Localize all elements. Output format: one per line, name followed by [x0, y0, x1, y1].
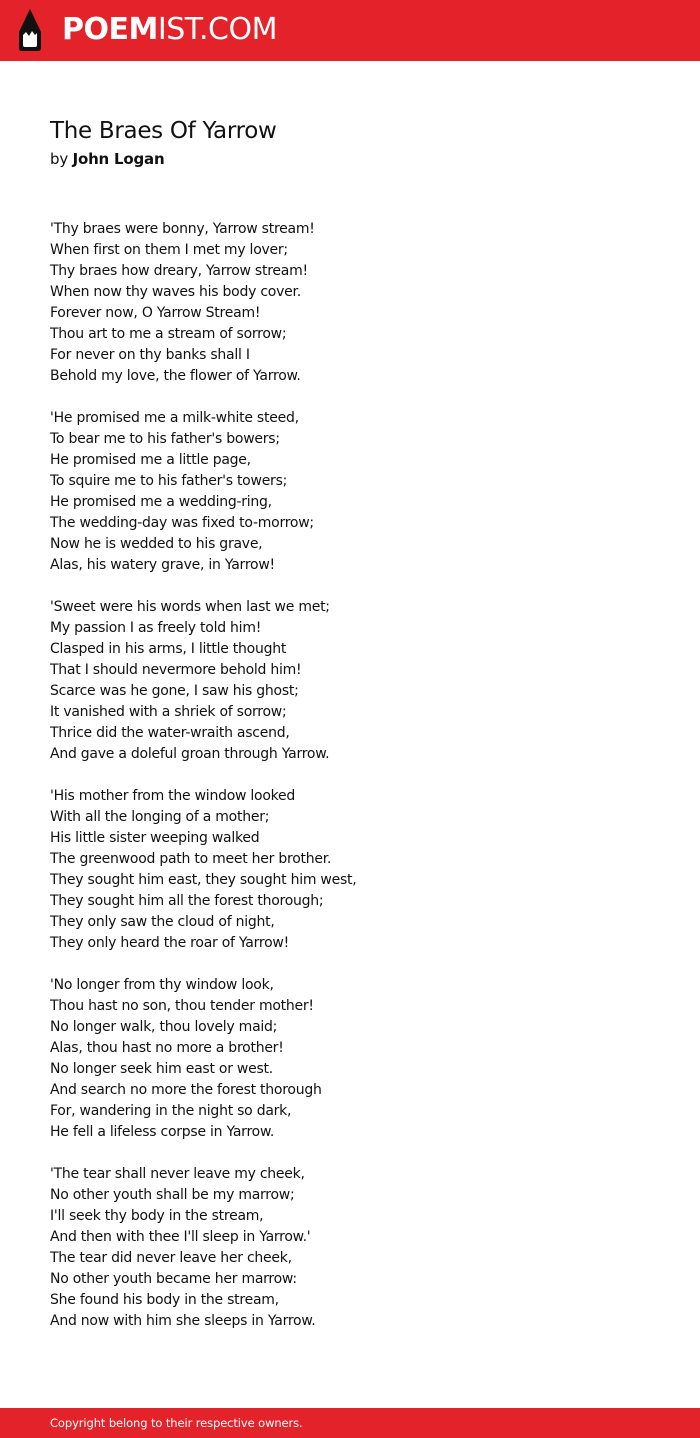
- poem-line: Thy braes how dreary, Yarrow stream!: [50, 263, 308, 279]
- logo-text-bold: POEM: [62, 12, 158, 47]
- poem-line: Now he is wedded to his grave,: [50, 536, 263, 552]
- poem-line: 'Thy braes were bonny, Yarrow stream!: [50, 221, 315, 237]
- poem-line: When first on them I met my lover;: [50, 242, 288, 258]
- stanza: [50, 786, 650, 954]
- stanza: [50, 1164, 650, 1332]
- poem-body: [50, 219, 650, 1353]
- poem-line: And gave a doleful groan through Yarrow.: [50, 746, 330, 762]
- poem-line: Alas, thou hast no more a brother!: [50, 1040, 284, 1056]
- poem-line: And then with thee I'll sleep in Yarrow.': [50, 1229, 311, 1245]
- poem-line: Thou hast no son, thou tender mother!: [50, 998, 314, 1014]
- logo-text-light: IST.COM: [157, 12, 277, 47]
- poem-line: His little sister weeping walked: [50, 830, 260, 846]
- poem-line: No longer seek him east or west.: [50, 1061, 273, 1077]
- poem-line: And now with him she sleeps in Yarrow.: [50, 1313, 316, 1329]
- poem-line: He promised me a wedding-ring,: [50, 494, 272, 510]
- poem-line: Thou art to me a stream of sorrow;: [50, 326, 287, 342]
- site-footer: [0, 1408, 700, 1438]
- poem-title: The Braes Of Yarrow: [50, 118, 277, 144]
- poem-line: They only saw the cloud of night,: [50, 914, 275, 930]
- poem-line: They only heard the roar of Yarrow!: [50, 935, 289, 951]
- poem-line: Behold my love, the flower of Yarrow.: [50, 368, 301, 384]
- poem-line: To bear me to his father's bowers;: [50, 431, 280, 447]
- stanza: [50, 597, 650, 765]
- poem-line: For, wandering in the night so dark,: [50, 1103, 292, 1119]
- poem-line: The greenwood path to meet her brother.: [50, 851, 332, 867]
- poem-line: The wedding-day was fixed to-morrow;: [50, 515, 314, 531]
- stanza: [50, 975, 650, 1143]
- poem-line: To squire me to his father's towers;: [50, 473, 288, 489]
- site-logo[interactable]: [62, 12, 277, 48]
- poem-line: The tear did never leave her cheek,: [50, 1250, 292, 1266]
- poem-line: Scarce was he gone, I saw his ghost;: [50, 683, 299, 699]
- poem-line: 'The tear shall never leave my cheek,: [50, 1166, 305, 1182]
- poem-line: 'He promised me a milk-white steed,: [50, 410, 299, 426]
- poem-line: 'His mother from the window looked: [50, 788, 296, 804]
- stanza: [50, 408, 650, 576]
- poem-line: My passion I as freely told him!: [50, 620, 262, 636]
- stanza: [50, 219, 650, 387]
- poem-line: He fell a lifeless corpse in Yarrow.: [50, 1124, 275, 1140]
- site-header: [0, 0, 700, 61]
- poem-line: Forever now, O Yarrow Stream!: [50, 305, 261, 321]
- poem-line: They sought him east, they sought him west,: [50, 872, 357, 888]
- poem-line: Thrice did the water-wraith ascend,: [50, 725, 290, 741]
- poem-line: It vanished with a shriek of sorrow;: [50, 704, 287, 720]
- poem-line: Alas, his watery grave, in Yarrow!: [50, 557, 275, 573]
- poem-author: John Logan: [72, 150, 165, 168]
- poem-line: With all the longing of a mother;: [50, 809, 270, 825]
- copyright-notice: Copyright belong to their respective owners.: [50, 1416, 303, 1430]
- poem-line: No longer walk, thou lovely maid;: [50, 1019, 278, 1035]
- by-label: by: [50, 150, 68, 168]
- poem-line: 'Sweet were his words when last we met;: [50, 599, 330, 615]
- poem-byline: [50, 148, 164, 170]
- poem-line: That I should nevermore behold him!: [50, 662, 302, 678]
- poem-line: For never on thy banks shall I: [50, 347, 250, 363]
- poem-line: No other youth shall be my marrow;: [50, 1187, 295, 1203]
- poem-line: When now thy waves his body cover.: [50, 284, 301, 300]
- poem-line: No other youth became her marrow:: [50, 1271, 297, 1287]
- poem-line: She found his body in the stream,: [50, 1292, 279, 1308]
- poem-line: And search no more the forest thorough: [50, 1082, 322, 1098]
- poem-line: 'No longer from thy window look,: [50, 977, 274, 993]
- poem-line: Clasped in his arms, I little thought: [50, 641, 287, 657]
- poem-line: He promised me a little page,: [50, 452, 251, 468]
- poem-line: I'll seek thy body in the stream,: [50, 1208, 264, 1224]
- poem-line: They sought him all the forest thorough;: [50, 893, 324, 909]
- pencil-logo-icon[interactable]: [17, 8, 43, 52]
